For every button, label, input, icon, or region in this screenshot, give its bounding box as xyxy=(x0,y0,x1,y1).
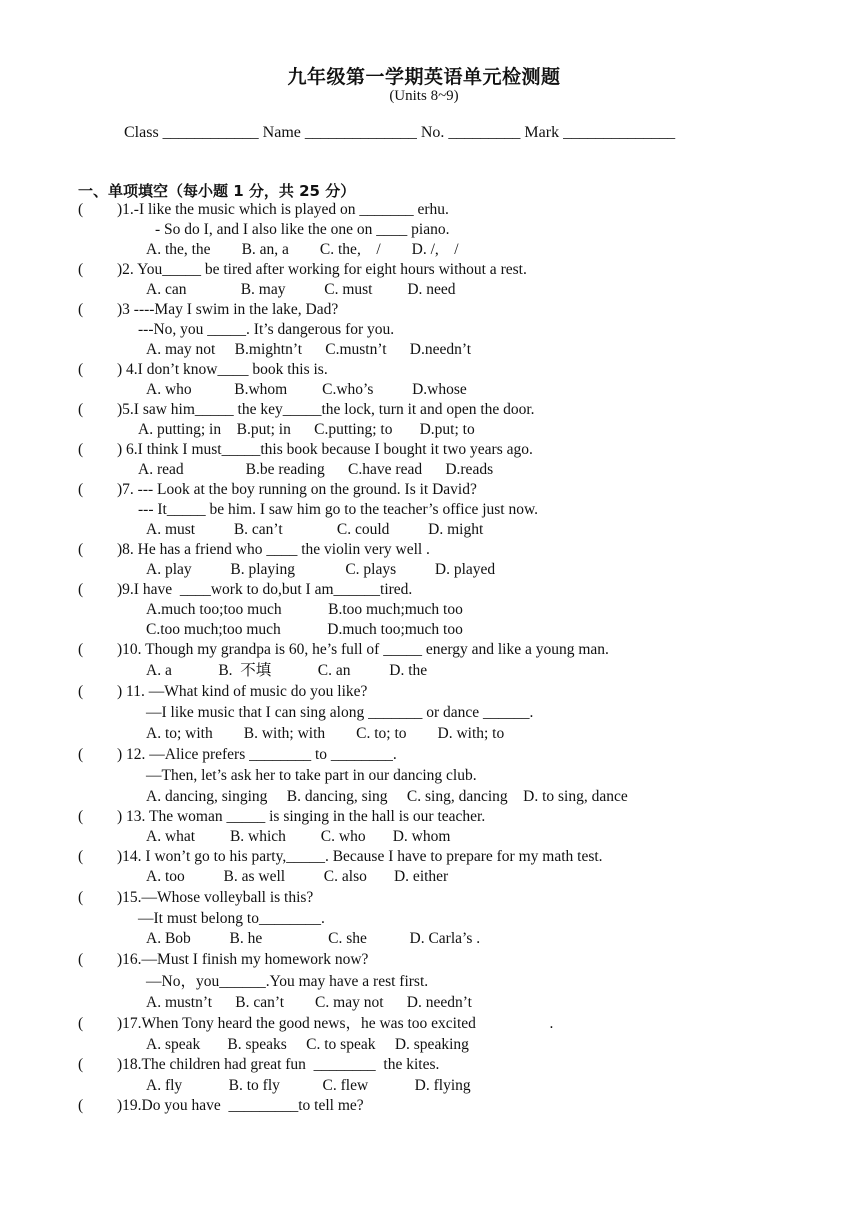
answer-paren: ( xyxy=(78,301,84,318)
option-line: A. a B. 不填 C. an D. the xyxy=(146,662,428,679)
answer-paren: ( xyxy=(78,951,84,968)
answer-paren: ( xyxy=(78,541,84,558)
answer-paren: ( xyxy=(78,581,84,598)
question-line: )19.Do you have _________to tell me? xyxy=(117,1097,364,1114)
option-line: A. dancing, singing B. dancing, sing C. sing, dancing D. to sing, dance xyxy=(146,788,628,805)
answer-paren: ( xyxy=(78,401,84,418)
question-line: )18.The children had great fun ________ the kites. xyxy=(117,1056,440,1073)
option-line: --- It_____ be him. I saw him go to the teacher’s office just now. xyxy=(138,501,539,518)
question-line: ) 6.I think I must_____this book because I bought it two years ago. xyxy=(117,441,533,458)
option-line: A. the, the B. an, a C. the, / D. /, / xyxy=(146,241,459,258)
option-line: A. speak B. speaks C. to speak D. speaking xyxy=(146,1036,469,1053)
answer-paren: ( xyxy=(78,641,84,658)
option-line: A. what B. which C. who D. whom xyxy=(146,828,451,845)
answer-paren: ( xyxy=(78,848,84,865)
question-line: )3 ----May I swim in the lake, Dad? xyxy=(117,301,339,318)
option-line: A. may not B.mightn’t C.mustn’t D.needn’t xyxy=(146,341,472,358)
question-line: )8. He has a friend who ____ the violin very well . xyxy=(117,541,430,558)
question-line: )7. --- Look at the boy running on the ground. Is it David? xyxy=(117,481,477,498)
question-line: )9.I have ____work to do,but I am______tired. xyxy=(117,581,413,598)
question-line: ) 12. —Alice prefers ________ to ________. xyxy=(117,746,397,763)
option-line: A. play B. playing C. plays D. played xyxy=(146,561,496,578)
answer-paren: ( xyxy=(78,361,84,378)
student-info-line: Class ____________ Name ______________ No. _________ Mark ______________ xyxy=(124,124,676,141)
question-line: ) 13. The woman _____ is singing in the hall is our teacher. xyxy=(117,808,486,825)
question-line: )1.-I like the music which is played on _______ erhu. xyxy=(117,201,449,218)
answer-paren: ( xyxy=(78,1056,84,1073)
question-line: )14. I won’t go to his party,_____. Because I have to prepare for my math test. xyxy=(117,848,603,865)
answer-paren: ( xyxy=(78,1097,84,1114)
page-title: 九年级第一学期英语单元检测题 xyxy=(287,66,561,88)
option-line: A. can B. may C. must D. need xyxy=(146,281,456,298)
option-line: - So do I, and I also like the one on ____ piano. xyxy=(155,221,450,238)
option-line: A. read B.be reading C.have read D.reads xyxy=(138,461,494,478)
option-line: —No，you______.You may have a rest first. xyxy=(146,973,429,990)
option-line: —It must belong to________. xyxy=(138,910,325,927)
answer-paren: ( xyxy=(78,261,84,278)
option-line: A. must B. can’t C. could D. might xyxy=(146,521,484,538)
option-line: ---No, you _____. It’s dangerous for you. xyxy=(138,321,395,338)
answer-paren: ( xyxy=(78,481,84,498)
answer-paren: ( xyxy=(78,889,84,906)
question-line: )10. Though my grandpa is 60, he’s full of _____ energy and like a young man. xyxy=(117,641,609,658)
option-line: —I like music that I can sing along _______ or dance ______. xyxy=(146,704,534,721)
question-line: )15.—Whose volleyball is this? xyxy=(117,889,314,906)
option-line: A.much too;too much B.too much;much too xyxy=(146,601,463,618)
answer-paren: ( xyxy=(78,746,84,763)
question-line: ) 4.I don’t know____ book this is. xyxy=(117,361,328,378)
option-line: A. putting; in B.put; in C.putting; to D.put; to xyxy=(138,421,475,438)
option-line: A. mustn’t B. can’t C. may not D. needn’t xyxy=(146,994,472,1011)
section-title: 一、单项填空（每小题 1 分，共 25 分） xyxy=(78,182,356,200)
answer-paren: ( xyxy=(78,683,84,700)
question-line: )16.—Must I finish my homework now? xyxy=(117,951,369,968)
question-line: )17.When Tony heard the good news，he was too excited . xyxy=(117,1015,554,1032)
question-line: )5.I saw him_____ the key_____the lock, turn it and open the door. xyxy=(117,401,535,418)
answer-paren: ( xyxy=(78,441,84,458)
option-line: A. Bob B. he C. she D. Carla’s . xyxy=(146,930,481,947)
option-line: —Then, let’s ask her to take part in our dancing club. xyxy=(146,767,477,784)
page-subtitle: (Units 8~9) xyxy=(389,88,459,104)
question-line: )2. You_____ be tired after working for eight hours without a rest. xyxy=(117,261,527,278)
answer-paren: ( xyxy=(78,201,84,218)
question-line: ) 11. —What kind of music do you like? xyxy=(117,683,368,700)
option-line: A. to; with B. with; with C. to; to D. with; to xyxy=(146,725,505,742)
option-line: A. fly B. to fly C. flew D. flying xyxy=(146,1077,471,1094)
answer-paren: ( xyxy=(78,808,84,825)
answer-paren: ( xyxy=(78,1015,84,1032)
option-line: A. too B. as well C. also D. either xyxy=(146,868,449,885)
option-line: C.too much;too much D.much too;much too xyxy=(146,621,463,638)
option-line: A. who B.whom C.who’s D.whose xyxy=(146,381,467,398)
